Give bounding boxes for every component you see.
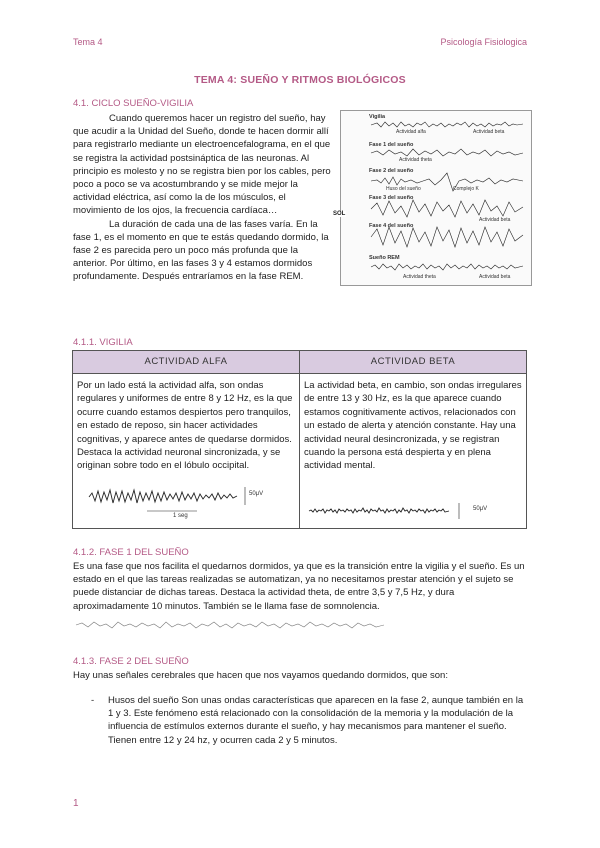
figure-row-6-sub2: Actividad beta: [479, 274, 511, 280]
eeg-trace-fase1: [371, 149, 523, 156]
figure-row-6-label: Sueño REM: [369, 255, 400, 261]
beta-wave-trace: [309, 508, 449, 513]
figure-row-5-label: Fase 4 del sueño: [369, 223, 414, 229]
alpha-scale-label: 50μV: [249, 491, 264, 497]
alpha-time-label: 1 seg: [173, 513, 188, 519]
figure-row-2-sub1: Actividad theta: [399, 157, 432, 163]
theta-wave-graphic: [74, 615, 394, 635]
figure-row-3-sub1: Huso del sueño: [386, 186, 421, 192]
document-title: TEMA 4: SUEÑO Y RITMOS BIOLÓGICOS: [194, 74, 406, 86]
figure-row-3-sub2: Complejo K: [453, 186, 479, 192]
vigilia-table: [72, 350, 527, 529]
figure-row-1-label: Vigilia: [369, 114, 386, 120]
table-header-beta: ACTIVIDAD BETA: [300, 351, 526, 374]
page-number: 1: [73, 798, 79, 809]
figure-row-1-sub2: Actividad beta: [473, 129, 505, 135]
header-left: Tema 4: [73, 37, 103, 47]
sleep-stages-eeg-figure: [340, 110, 532, 286]
table-header-alfa: ACTIVIDAD ALFA: [73, 351, 300, 374]
section-4-1-paragraph-1: Cuando queremos hacer un registro del sueño, hay que acudir a la Unidad del Sueño, donde te hacen dormir allí para registrarlo mediante un electroencefalograma, en el que se registra la actividad postsináptica de las neuronas. Al principio es molesto y no se registra bien por los cables, pero poco a poco se va acostumbrando y se mide mejor la actividad eléctrica, así como la de los músculos, el movimiento de los ojos, la frecuencia cardíaca…: [73, 113, 331, 217]
beta-wave-graphic: [307, 499, 477, 523]
eeg-trace-fase3: [371, 200, 523, 217]
section-4-1-3-heading: 4.1.3. FASE 2 DEL SUEÑO: [73, 656, 189, 667]
figure-side-label: SOL: [333, 211, 346, 217]
bullet-husos-del-sueno: Husos del sueño Son unas ondas características que aparecen en la fase 2, aunque también en la 1 y 3. Este fenómeno está relacionado con la consolidación de la memoria y la modulación de la influencia de estímulos externos durante el sueño, y hay mecanismos para mantener el sueño. Tienen entre 12 y 24 hz, y ocurren cada 2 y 5 minutos.: [108, 695, 524, 746]
eeg-trace-fase4: [371, 227, 523, 247]
theta-wave-trace: [76, 622, 384, 628]
alpha-wave-trace: [89, 490, 237, 503]
figure-row-3-label: Fase 2 del sueño: [369, 168, 414, 174]
section-4-1-2-text: Es una fase que nos facilita el quedarnos dormidos, ya que es la transición entre la vigilia y el sueño. Es un estado en el que las tareas realizadas se automatizan, ya no necesitamos prestar atención y el sujeto se puede distanciar de dichas tareas. Destaca la actividad theta, de entre 3,5 y 7,5 Hz, y dura aproximadamente 10 minutos. También se le llama fase de somnolencia.: [73, 561, 525, 612]
header-right: Psicología Fisiologica: [440, 37, 527, 47]
section-4-1-3-intro: Hay unas señales cerebrales que hacen que nos vayamos quedando dormidos, que son:: [73, 670, 448, 681]
eeg-trace-vigilia: [371, 122, 523, 127]
eeg-trace-rem: [371, 264, 523, 270]
alpha-wave-graphic: [87, 485, 257, 521]
bullet-marker: -: [91, 695, 95, 706]
figure-row-1-sub1: Actividad alfa: [396, 129, 426, 135]
figure-row-4-sub2: Actividad beta: [479, 217, 511, 223]
table-cell-alfa-text: Por un lado está la actividad alfa, son ondas regulares y uniformes de entre 8 y 12 Hz, es la que ocurre cuando estamos despiertos pero tranquilos, en estado de reposo, sin hacer actividades cognitivas, y aparece antes de quedarse dormidos. Destaca la actividad neuronal sincronizada, y se originan sobre todo en el lóbulo occipital.: [77, 380, 293, 472]
section-4-1-2-heading: 4.1.2. FASE 1 DEL SUEÑO: [73, 547, 189, 558]
section-4-1-heading: 4.1. CICLO SUEÑO-VIGILIA: [73, 98, 194, 109]
beta-scale-label: 50μV: [473, 506, 488, 512]
section-4-1-paragraph-2: La duración de cada una de las fases varía. En la fase 1, es el momento en que te estás quedando dormido, la fase 2 es parecida pero un poco más profunda que la anterior. Por último, en las fases 3 y 4 estamos dormidos profundamente. Después entraríamos en la fase REM.: [73, 218, 329, 283]
figure-row-6-sub1: Actividad theta: [403, 274, 436, 280]
table-cell-beta-text: La actividad beta, en cambio, son ondas irregulares de entre 13 y 30 Hz, es la que aparece cuando estamos cognitivamente activos, relacionados con un estado de alerta y atención constante. Hay una actividad neural desincronizada, y se registran cuando la persona está despierta y en plena actividad mental.: [304, 380, 522, 472]
section-4-1-1-heading: 4.1.1. VIGILIA: [73, 337, 133, 348]
figure-row-4-label: Fase 3 del sueño: [369, 195, 414, 201]
section-4-1-text: [73, 112, 331, 284]
figure-row-2-label: Fase 1 del sueño: [369, 142, 414, 148]
